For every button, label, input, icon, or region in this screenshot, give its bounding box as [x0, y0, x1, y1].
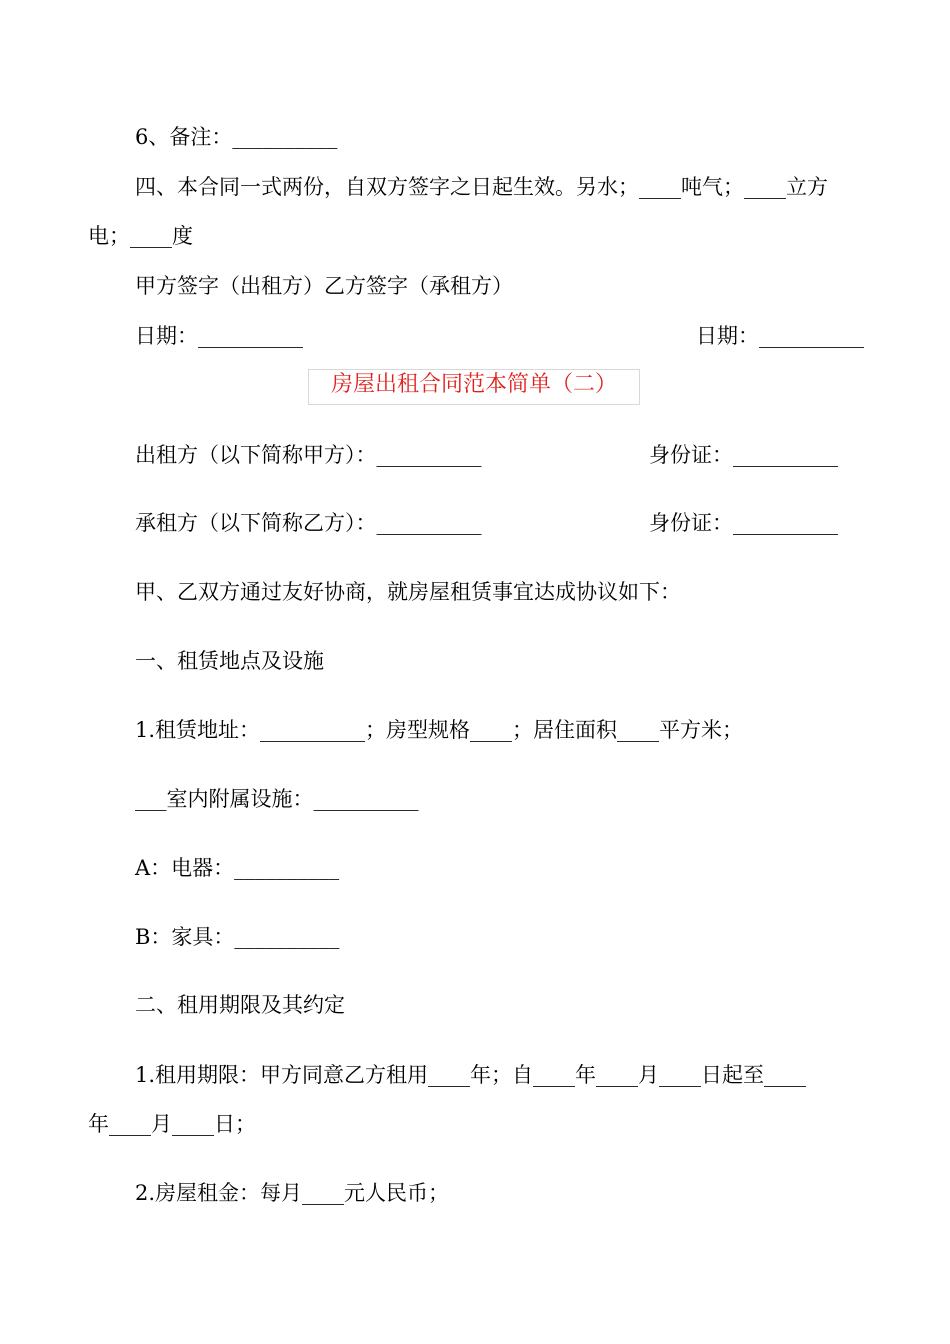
- section-one-heading: 一、租赁地点及设施: [135, 649, 324, 673]
- facilities-line: ___室内附属设施：__________: [135, 787, 419, 811]
- lease-address-line: 1.租赁地址：__________；房型规格____；居住面积____平方米；: [135, 718, 744, 742]
- document-title: 房屋出租合同范本简单（二）: [308, 369, 640, 405]
- clause-four-continued: 电；____度: [88, 224, 193, 248]
- rent-line: 2.房屋租金：每月____元人民币；: [135, 1181, 450, 1205]
- lessor-line: 出租方（以下简称甲方）：__________: [135, 443, 482, 467]
- lessor-id-line: 身份证：__________: [649, 443, 838, 467]
- lease-term-line: 1.租用期限：甲方同意乙方租用____年；自____年____月____日起至____: [135, 1063, 807, 1087]
- intro-line: 甲、乙双方通过友好协商，就房屋租赁事宜达成协议如下：: [135, 580, 681, 604]
- lessee-line: 承租方（以下简称乙方）：__________: [135, 511, 482, 535]
- signature-line: 甲方签字（出租方）乙方签字（承租方）: [135, 274, 513, 298]
- appliances-line: A：电器：__________: [135, 856, 340, 880]
- lessee-id-line: 身份证：__________: [649, 511, 838, 535]
- furniture-line: B：家具：__________: [135, 925, 340, 949]
- clause-four-line: 四、本合同一式两份，自双方签字之日起生效。另水；____吨气；____立方: [135, 175, 828, 199]
- section-two-heading: 二、租用期限及其约定: [135, 993, 345, 1017]
- lease-term-continued: 年____月____日；: [88, 1112, 256, 1136]
- date-right: 日期：__________: [696, 324, 864, 348]
- date-left: 日期：__________: [135, 324, 303, 348]
- remark-line: 6、备注：__________: [135, 125, 338, 149]
